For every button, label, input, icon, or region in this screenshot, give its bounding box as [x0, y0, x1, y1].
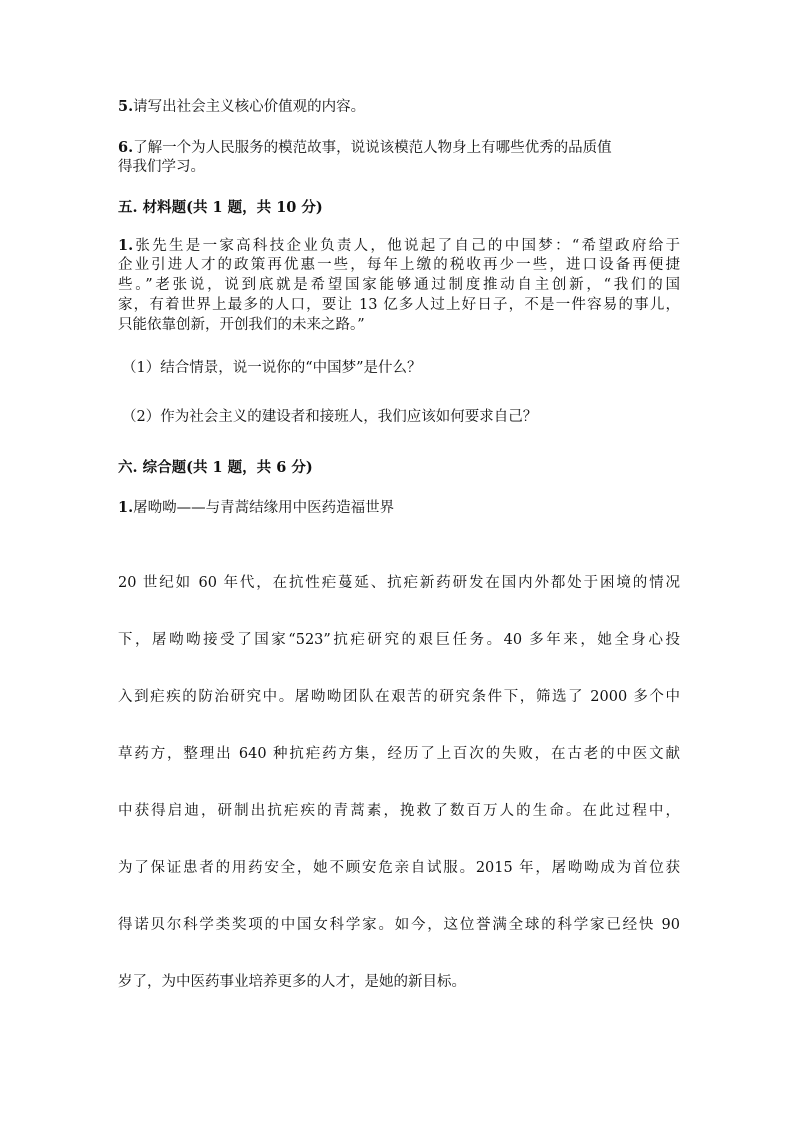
sub-question-1: （1）结合情景，说一说你的“中国梦”是什么？: [122, 360, 422, 376]
passage-line-5: 中获得启迪，研制出抗疟疾的青蒿素，挽救了数百万人的生命。在此过程中，: [118, 803, 680, 819]
question-text: 请写出社会主义核心价值观的内容。: [133, 99, 366, 115]
material-line-5: 只能依靠创新，开创我们的未来之路。”: [118, 317, 365, 333]
comprehensive-question-title: [118, 498, 394, 518]
question-text: 了解一个为人民服务的模范故事，说说该模范人物身上有哪些优秀的品质值: [133, 140, 612, 156]
material-line-4: 家，有着世界上最多的人口，要让 13 亿多人过上好日子，不是一件容易的事儿，: [118, 297, 680, 313]
material-line-1: [118, 236, 680, 256]
sub-question-2: （2）作为社会主义的建设者和接班人，我们应该如何要求自己？: [122, 409, 538, 425]
passage-line-7: 得诺贝尔科学类奖项的中国女科学家。如今，这位誉满全球的科学家已经快 90: [118, 917, 680, 933]
question-number: 5.: [118, 98, 134, 115]
question-number: 6.: [118, 139, 134, 156]
passage-line-2: 下，屠呦呦接受了国家“523”抗疟研究的艰巨任务。40 多年来，她全身心投: [118, 632, 680, 648]
section-heading-materials: 五. 材料题(共 1 题，共 10 分): [118, 199, 323, 216]
passage-line-6: 为了保证患者的用药安全，她不顾安危亲自试服。2015 年，屠呦呦成为首位获: [118, 860, 680, 876]
passage-line-8: 岁了，为中医药事业培养更多的人才，是她的新目标。: [118, 974, 466, 990]
question-6-line-1: [118, 138, 612, 158]
passage-line-3: 入到疟疾的防治研究中。屠呦呦团队在艰苦的研究条件下，筛选了 2000 多个中: [118, 689, 680, 705]
passage-line-4: 草药方，整理出 640 种抗疟药方集，经历了上百次的失败，在古老的中医文献: [118, 746, 680, 762]
material-text: 张先生是一家高科技企业负责人，他说起了自己的中国梦：“希望政府给于: [133, 238, 680, 254]
section-heading-comprehensive: 六. 综合题(共 1 题，共 6 分): [118, 459, 313, 476]
material-line-3: 些。”老张说，说到底就是希望国家能够通过制度推动自主创新，“我们的国: [118, 277, 680, 293]
question-number: 1.: [118, 499, 134, 516]
question-number: 1.: [118, 237, 134, 254]
material-line-2: 企业引进人才的政策再优惠一些，每年上缴的税收再少一些，进口设备再便捷: [118, 257, 680, 273]
question-5: [118, 97, 365, 117]
question-6-line-2: 得我们学习。: [118, 159, 205, 175]
question-title-text: 屠呦呦——与青蒿结缘用中医药造福世界: [133, 500, 395, 516]
passage-line-1: 20 世纪如 60 年代，在抗性疟蔓延、抗疟新药研发在国内外都处于困境的情况: [118, 575, 680, 591]
